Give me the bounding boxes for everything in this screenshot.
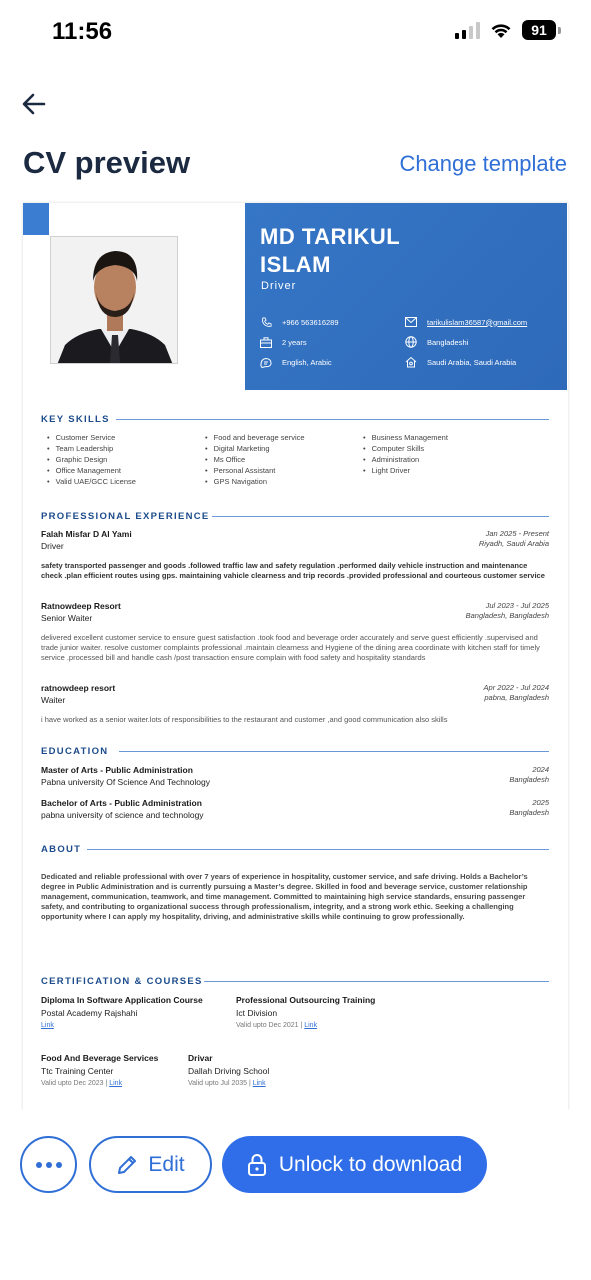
section-title-about: ABOUT <box>41 844 82 855</box>
cert-org: Postal Academy Rajshahi <box>41 1008 138 1018</box>
section-divider <box>116 419 549 420</box>
cert-org: Ict Division <box>236 1008 278 1018</box>
job-company: Falah Misfar D Al Yami <box>41 529 132 539</box>
skill-item: • Personal Assistant <box>205 465 363 476</box>
edit-button[interactable] <box>89 1136 212 1193</box>
cv-role: Driver <box>261 280 297 292</box>
cert-link[interactable]: Link <box>41 1022 54 1029</box>
job-description: i have worked as a senior waiter.lots of responsibilities to the restaurant and customer ,and good communication also skills <box>41 715 448 724</box>
edu-year: 2024 <box>532 765 549 774</box>
phone-icon <box>260 316 272 328</box>
job-title: Senior Waiter <box>41 613 93 623</box>
contact-phone <box>260 316 339 328</box>
section-title-certs: CERTIFICATION & COURSES <box>41 976 203 987</box>
status-bar <box>0 0 591 64</box>
cert-link[interactable]: Link <box>109 1080 123 1087</box>
dot <box>56 1162 62 1168</box>
cert-name: Drivar <box>188 1053 213 1063</box>
job-company: ratnowdeep resort <box>41 683 116 693</box>
job-company: Ratnowdeep Resort <box>41 601 121 611</box>
job-date: Jan 2025 - Present <box>485 529 549 538</box>
section-divider <box>119 751 549 752</box>
job-date: Jul 2023 - Jul 2025 <box>485 601 549 610</box>
cv-preview[interactable] <box>23 203 568 1110</box>
cert-meta <box>41 1022 203 1029</box>
wifi-icon <box>490 22 512 39</box>
job-title: Waiter <box>41 695 66 705</box>
dot <box>46 1162 52 1168</box>
job-date: Apr 2022 - Jul 2024 <box>483 683 549 692</box>
battery-icon <box>522 20 561 40</box>
skill-item: • Office Management <box>47 465 205 476</box>
more-options-button[interactable] <box>20 1136 77 1193</box>
skill-item: • Business Management <box>363 432 521 443</box>
section-divider <box>87 849 549 850</box>
cert-link[interactable]: Link <box>304 1022 318 1029</box>
cellular-signal-icon <box>455 21 480 39</box>
edit-button-label: Edit <box>148 1152 185 1176</box>
contact-email-text[interactable]: tarikulislam36587@gmail.com <box>427 317 528 327</box>
cert-meta: Valid upto Jul 2035 | Link <box>188 1080 266 1087</box>
job-title: Driver <box>41 541 64 551</box>
status-icons <box>455 20 561 40</box>
experience-item <box>41 683 549 725</box>
contact-experience-text: 2 years <box>282 337 307 347</box>
contact-email[interactable] <box>405 316 527 328</box>
home-icon <box>405 356 417 368</box>
cert-meta: Valid upto Dec 2023 | Link <box>41 1080 123 1087</box>
cert-link[interactable]: Link <box>252 1080 266 1087</box>
job-location: Riyadh, Saudi Arabia <box>478 539 549 548</box>
experience-item <box>41 601 549 663</box>
cert-org: Dallah Driving School <box>188 1066 270 1076</box>
cert-name: Food And Beverage Services <box>41 1053 159 1063</box>
skill-item: • Food and beverage service <box>205 432 363 443</box>
contact-nationality <box>405 336 468 348</box>
contact-phone-text: +966 563616289 <box>282 317 339 327</box>
job-location: pabna, Bangladesh <box>484 693 549 702</box>
cert-item <box>188 1053 269 1087</box>
back-button[interactable] <box>18 88 50 120</box>
education-item <box>41 765 549 787</box>
cert-name: Professional Outsourcing Training <box>236 995 376 1005</box>
skill-item: • Administration <box>363 454 521 465</box>
cert-org: Ttc Training Center <box>41 1066 114 1076</box>
skill-item: • Ms Office <box>205 454 363 465</box>
edu-degree: Master of Arts - Public Administration <box>41 765 193 775</box>
edu-degree: Bachelor of Arts - Public Administration <box>41 798 202 808</box>
envelope-icon <box>405 316 417 328</box>
unlock-download-button[interactable] <box>222 1136 487 1193</box>
contact-languages <box>260 356 332 368</box>
change-template-link[interactable]: Change template <box>399 151 567 176</box>
job-description: delivered excellent customer service to ensure guest satisfaction .took food and beverage order accurately and serve guest efficiently .supervised and trade junior waiter. resolve customer complaints professional .maintain clearness and Hygiene of the dining area coordinate with kitchen staff for timely service .processed bill and handle cash /post transaction ensure complain with food safety and hospitality standards <box>41 633 540 662</box>
cert-name: Diploma In Software Application Course <box>41 995 203 1005</box>
language-icon <box>260 356 272 368</box>
section-title-education: EDUCATION <box>41 746 109 757</box>
cert-item <box>41 995 203 1029</box>
skill-item: • Customer Service <box>47 432 205 443</box>
section-divider <box>212 516 549 517</box>
briefcase-icon <box>260 336 272 348</box>
lock-icon <box>247 1153 267 1177</box>
edu-year: 2025 <box>532 798 549 807</box>
contact-location <box>405 356 516 368</box>
globe-icon <box>405 336 417 348</box>
skills-list <box>47 432 547 487</box>
skill-item: • Team Leadership <box>47 443 205 454</box>
edu-school: Pabna university Of Science And Technology <box>41 777 211 787</box>
job-description: safety transported passenger and goods .followed traffic law and safety regulation .performed daily vehicle instruction and maintenance check .plan efficient routes using gps. maintaining vahicle clearness and trip records .provided professional and courteous customer service <box>41 561 545 580</box>
education-item <box>41 798 549 820</box>
skill-item: • Computer Skills <box>363 443 521 454</box>
contact-languages-text: English, Arabic <box>282 357 332 367</box>
section-title-experience: PROFESSIONAL EXPERIENCE <box>41 511 210 522</box>
about-text: Dedicated and reliable professional with over 7 years of experience in hospitality, customer service, and safe driving. Holds a Bachelor’s degree in Public Administration and is currently pursuing a Master’s degree. Skilled in food and beverage service, customer relationship management, communication, teamwork, and time management. Committed to maintaining high service standards, ensuring passenger safety, and contributing to organizational success through professionalism, integrity, and a strong work ethic. Seeking a challenging opportunity where I can apply my hospitality, driving, and administrative skills while continuing to grow professionally. <box>41 872 528 921</box>
unlock-button-label: Unlock to download <box>278 1152 463 1176</box>
edu-school: pabna university of science and technology <box>41 810 204 820</box>
status-time: 11:56 <box>52 18 113 45</box>
contact-experience <box>260 336 307 348</box>
pencil-icon <box>116 1154 138 1176</box>
contact-nationality-text: Bangladeshi <box>427 337 469 347</box>
cert-item <box>41 1053 158 1087</box>
skill-item: • GPS Navigation <box>205 476 363 487</box>
cv-name: MD TARIKUL ISLAM <box>260 224 400 277</box>
section-divider <box>204 981 549 982</box>
job-location: Bangladesh, Bangladesh <box>465 611 549 620</box>
section-title-skills: KEY SKILLS <box>41 414 110 425</box>
contact-location-text: Saudi Arabia, Saudi Arabia <box>427 357 517 367</box>
edu-country: Bangladesh <box>509 775 549 784</box>
edu-country: Bangladesh <box>509 808 549 817</box>
cv-corner-accent <box>23 203 49 235</box>
cv-header <box>245 203 567 390</box>
cert-item <box>236 995 375 1029</box>
page-title: CV preview <box>23 145 191 180</box>
dot <box>36 1162 42 1168</box>
battery-level: 91 <box>522 20 556 40</box>
profile-photo <box>50 236 178 364</box>
arrow-left-icon <box>22 93 46 115</box>
cert-meta: Valid upto Dec 2021 | Link <box>236 1022 318 1029</box>
skill-item: • Light Driver <box>363 465 521 476</box>
skill-item: • Valid UAE/GCC License <box>47 476 205 487</box>
skill-item: • Graphic Design <box>47 454 205 465</box>
skill-item: • Digital Marketing <box>205 443 363 454</box>
experience-item <box>41 529 549 581</box>
